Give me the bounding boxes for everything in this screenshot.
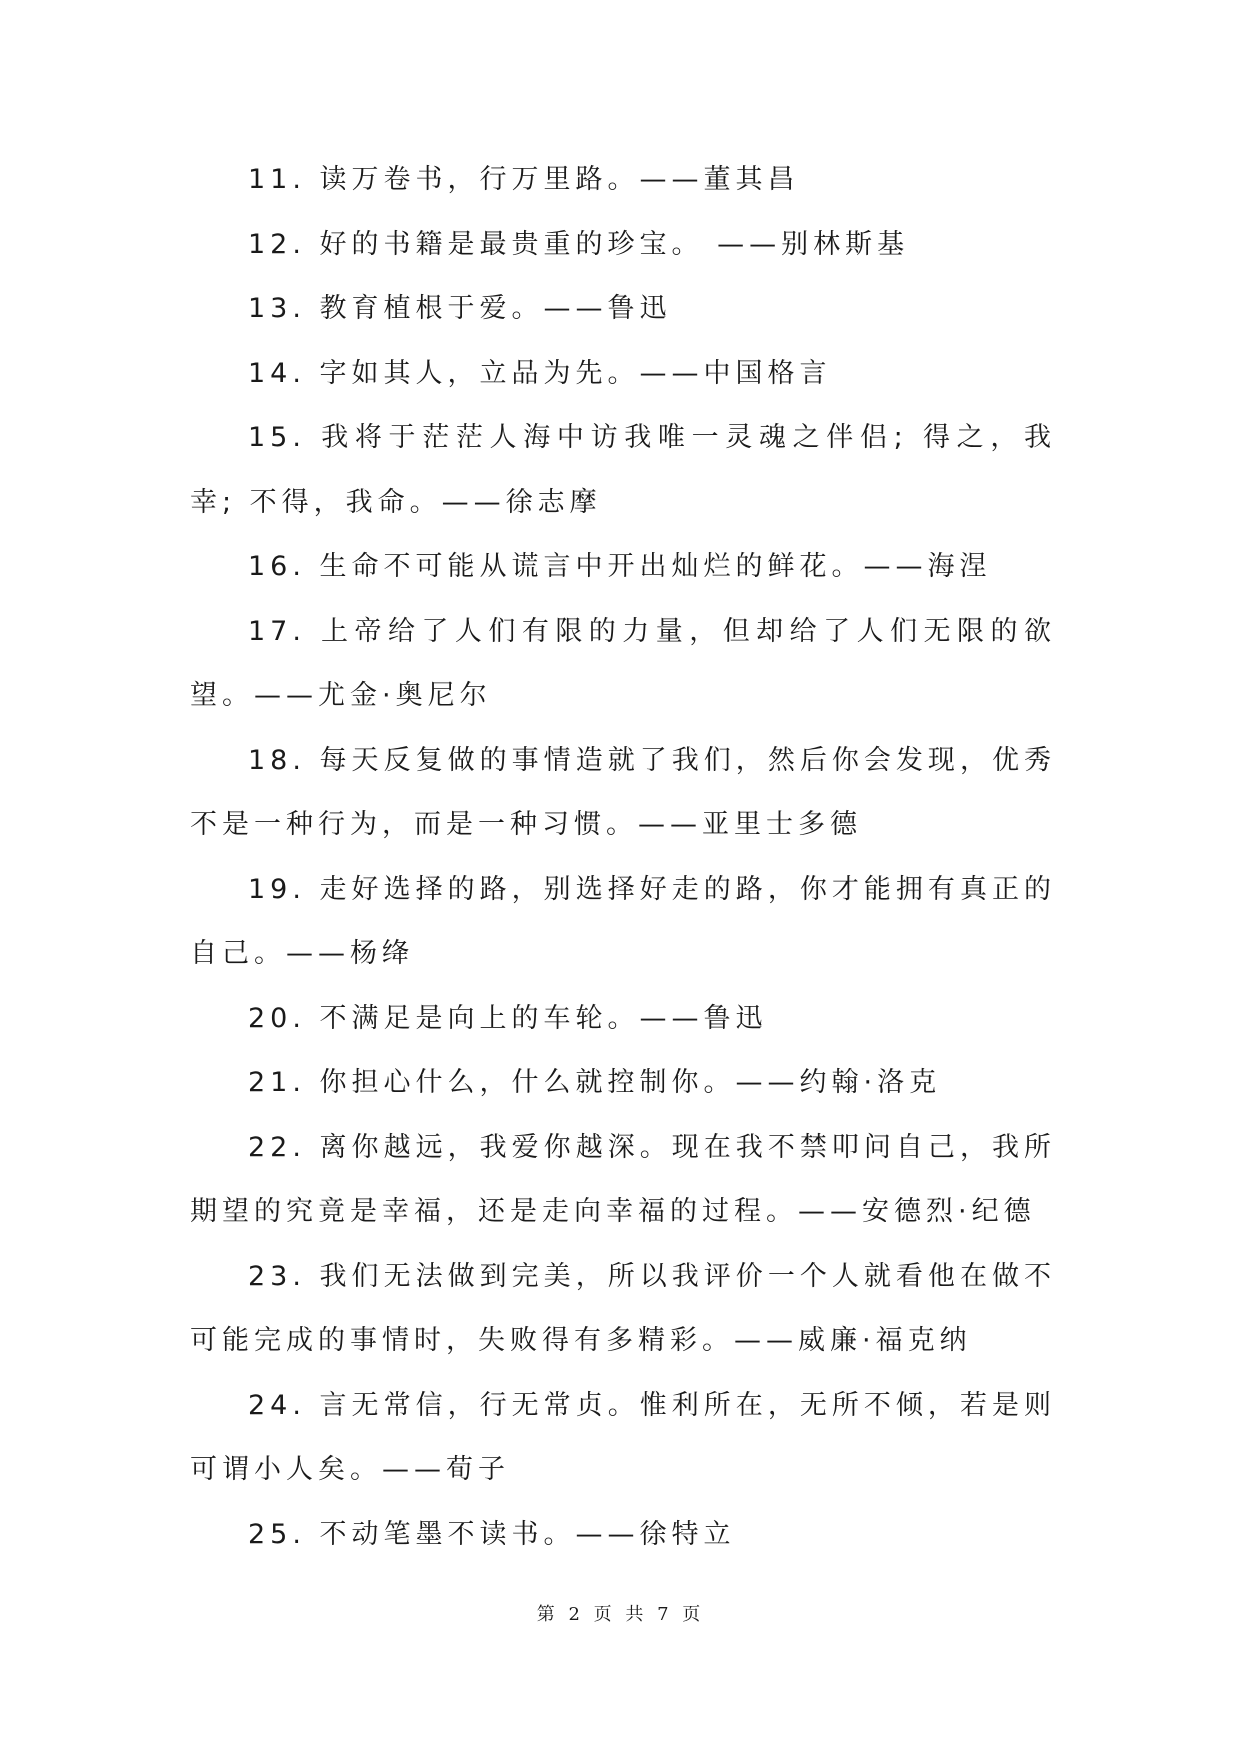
quote-item: 17. 上帝给了人们有限的力量，但却给了人们无限的欲望。——尤金·奥尼尔 (190, 615, 1056, 711)
quote-item: 13. 教育植根于爱。——鲁迅 (248, 293, 672, 324)
quote-item: 19. 走好选择的路，别选择好走的路，你才能拥有真正的自己。——杨绛 (190, 873, 1056, 969)
quote-item: 18. 每天反复做的事情造就了我们，然后你会发现，优秀不是一种行为，而是一种习惯。——亚里士多德 (190, 744, 1056, 840)
quote-item: 20. 不满足是向上的车轮。——鲁迅 (248, 1002, 768, 1034)
quote-item: 25. 不动笔墨不读书。——徐特立 (248, 1518, 736, 1550)
quote-item: 14. 字如其人，立品为先。——中国格言 (248, 357, 832, 389)
quote-item: 24. 言无常信，行无常贞。惟利所在，无所不倾，若是则可谓小人矣。——荀子 (190, 1389, 1056, 1485)
quote-item: 16. 生命不可能从谎言中开出灿烂的鲜花。——海涅 (248, 551, 992, 582)
quote-item: 15. 我将于茫茫人海中访我唯一灵魂之伴侣; 得之，我幸; 不得，我命。——徐志摩 (190, 422, 1056, 518)
quote-list (190, 148, 1056, 1567)
quote-item: 21. 你担心什么，什么就控制你。——约翰·洛克 (248, 1067, 942, 1098)
quote-item: 23. 我们无法做到完美，所以我评价一个人就看他在做不可能完成的事情时，失败得有多精彩。——威廉·福克纳 (190, 1260, 1056, 1356)
quote-item: 12. 好的书籍是最贵重的珍宝。 ——别林斯基 (248, 228, 910, 260)
page-number-footer: 第 2 页 共 7 页 (536, 1604, 705, 1625)
quote-item: 22. 离你越远，我爱你越深。现在我不禁叩问自己，我所期望的究竟是幸福，还是走向幸福的过程。——安德烈·纪德 (190, 1131, 1056, 1227)
quote-item: 11. 读万卷书，行万里路。——董其昌 (248, 164, 800, 195)
